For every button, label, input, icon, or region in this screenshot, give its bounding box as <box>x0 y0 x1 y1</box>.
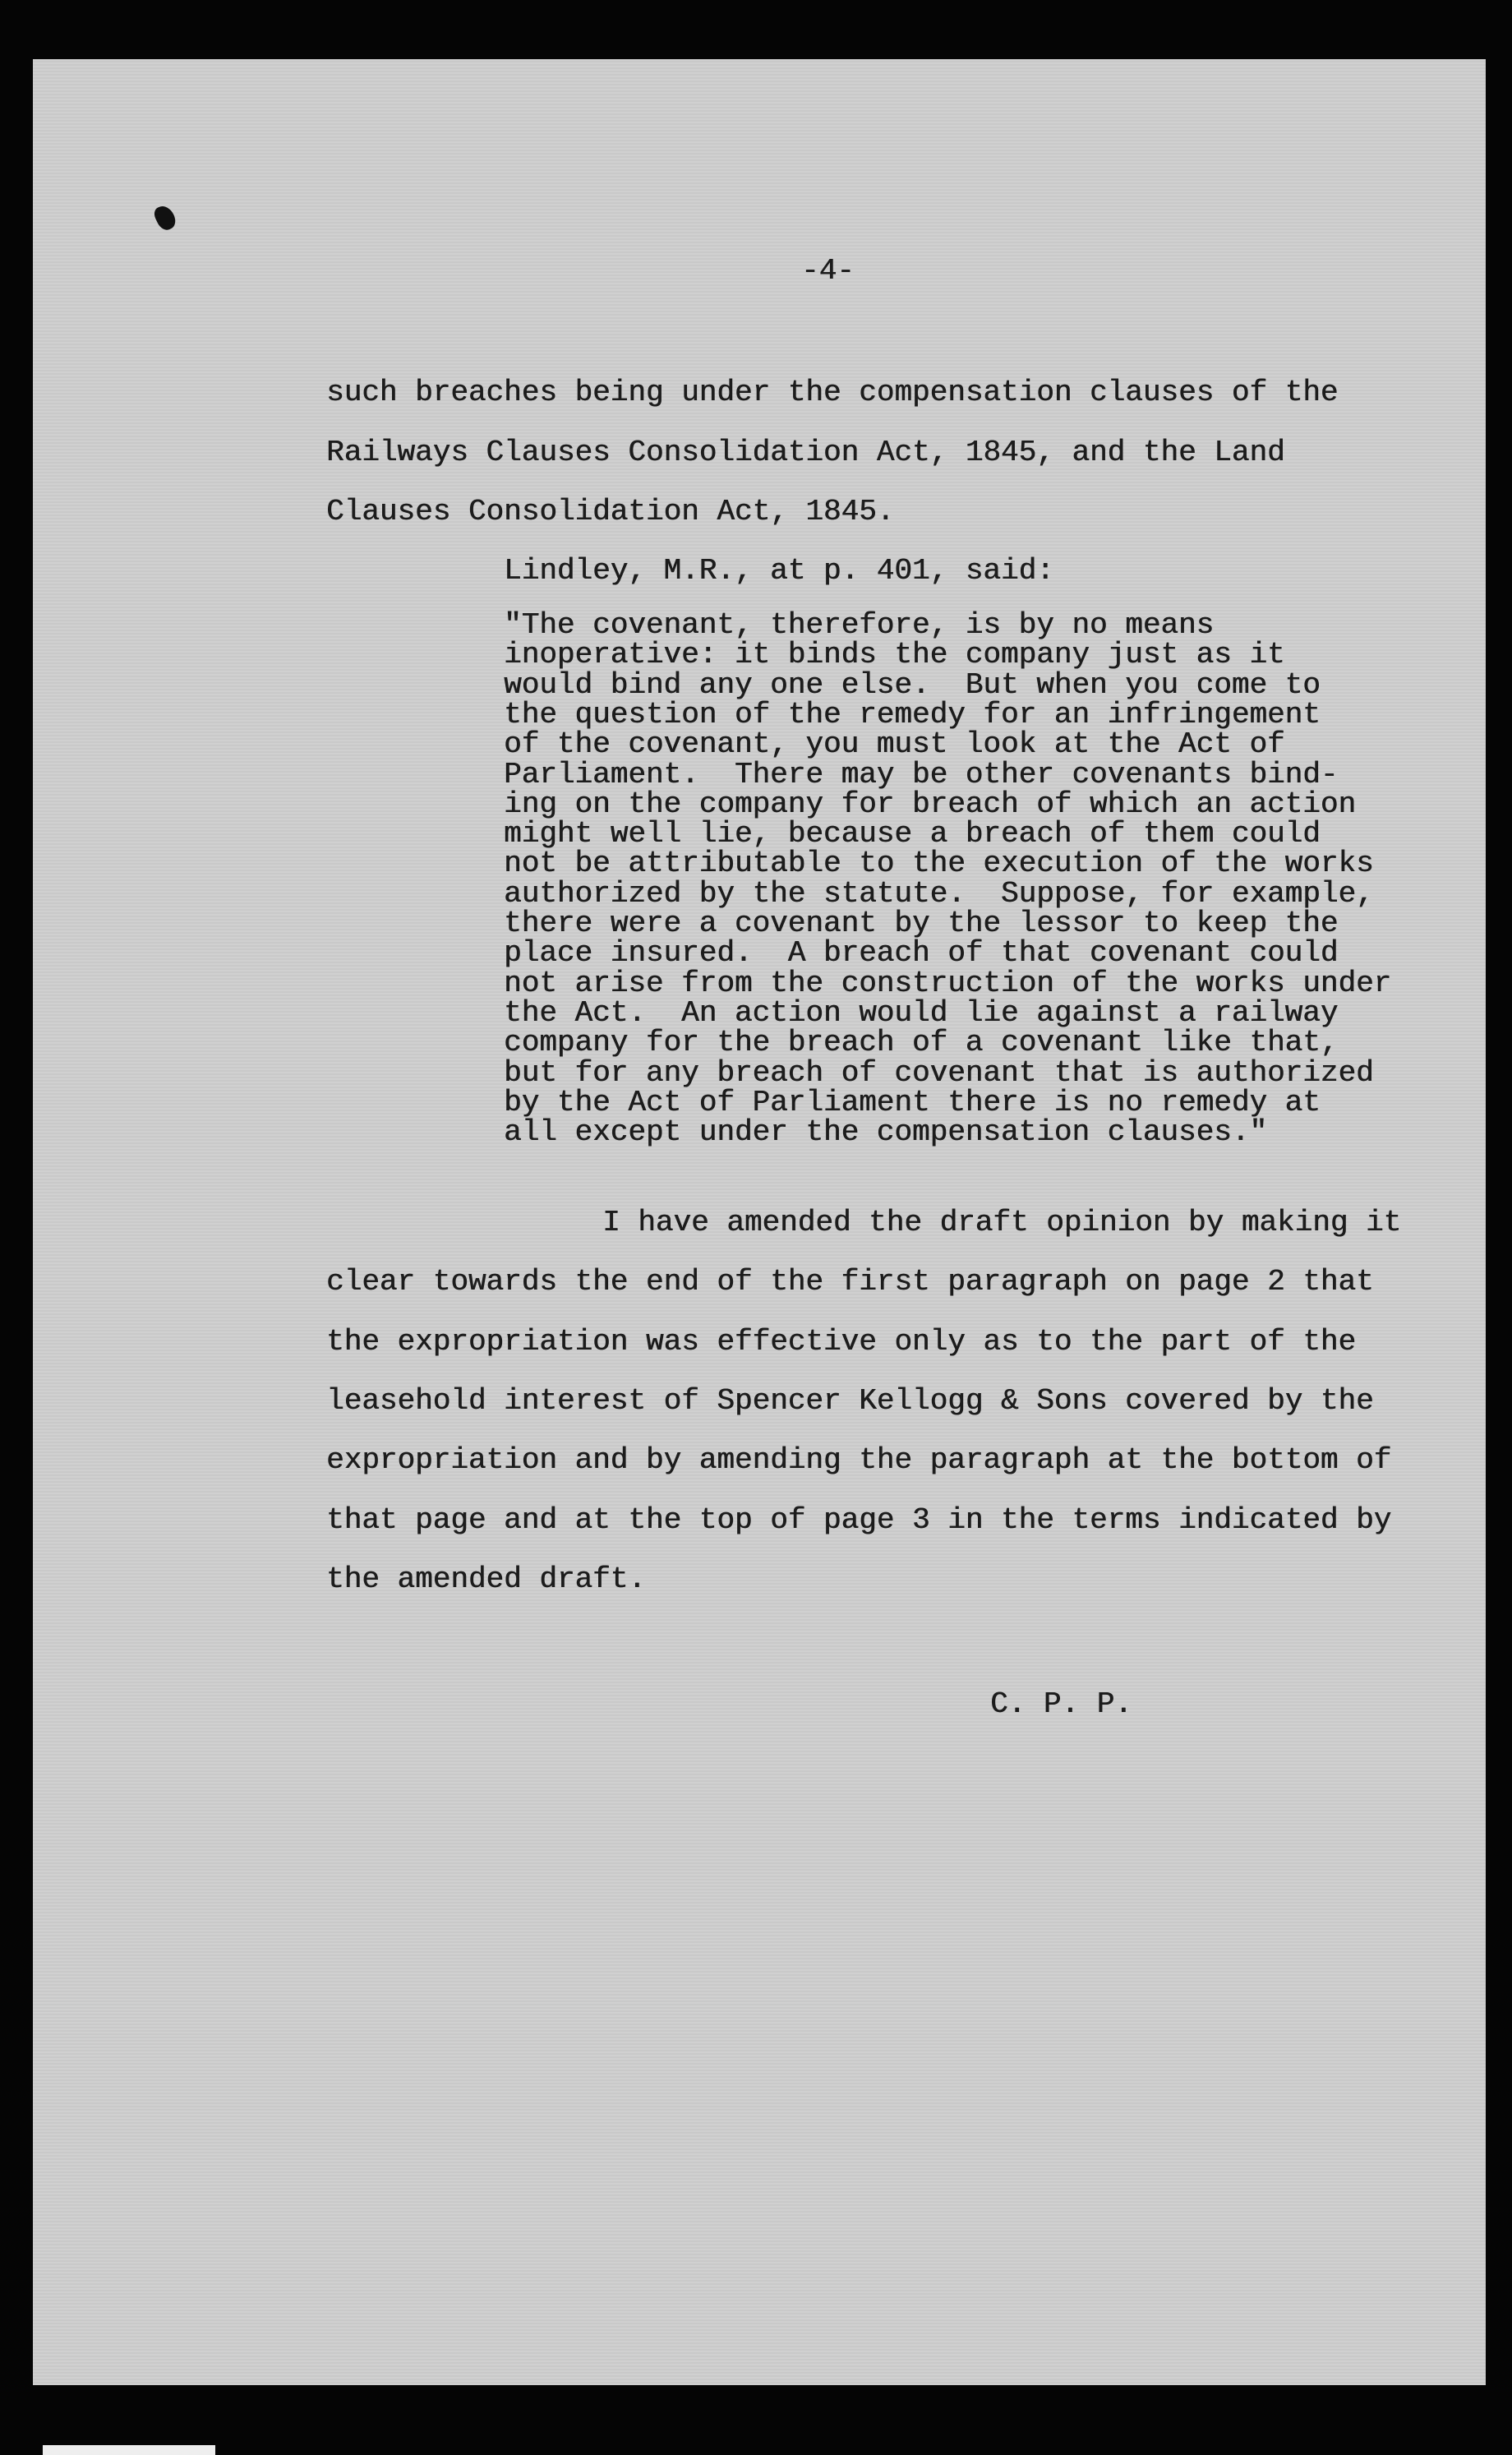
text-line: there were a covenant by the lessor to keep the <box>504 907 1339 940</box>
text-line: would bind any one else. But when you come to <box>504 667 1321 702</box>
text-line: authorized by the statute. Suppose, for example, <box>504 876 1374 911</box>
text-line: the expropriation was effective only as to the part of the <box>326 1324 1357 1359</box>
text-line: expropriation and by amending the paragraph at the bottom of <box>326 1443 1392 1478</box>
text-line: the amended draft. <box>326 1562 646 1596</box>
signature-initials: C. P. P. <box>990 1687 1132 1721</box>
text-line: the Act. An action would lie against a railway <box>504 995 1339 1030</box>
text-line: leasehold interest of Spencer Kellogg & Sons covered by the <box>326 1383 1374 1418</box>
text-line: might well lie, because a breach of them could <box>504 817 1321 851</box>
text-line: not arise from the construction of the works under <box>504 966 1392 1000</box>
text-line: by the Act of Parliament there is no remedy at <box>504 1085 1321 1119</box>
text-line: Clauses Consolidation Act, 1845. <box>326 495 895 528</box>
text-line: "The covenant, therefore, is by no means <box>504 608 1215 642</box>
film-strip-edge <box>43 2445 215 2455</box>
text-line: ing on the company for breach of which an action <box>504 787 1356 821</box>
text-line: but for any breach of covenant that is authorized <box>504 1055 1374 1090</box>
text-line: company for the breach of a covenant like that, <box>504 1026 1339 1060</box>
text-line: inoperative: it binds the company just as it <box>504 638 1285 672</box>
text-line: such breaches being under the compensation clauses of the <box>326 376 1339 409</box>
text-line: I have amended the draft opinion by making it <box>602 1206 1402 1239</box>
text-line: all except under the compensation clauses." <box>504 1115 1267 1150</box>
text-line: of the covenant, you must look at the Act of <box>504 727 1285 762</box>
text-line: the question of the remedy for an infringement <box>504 697 1321 731</box>
text-line: not be attributable to the execution of the works <box>504 847 1374 881</box>
text-line: clear towards the end of the first paragraph on page 2 that <box>326 1265 1374 1299</box>
text-line: Parliament. There may be other covenants bind- <box>504 757 1339 791</box>
citation-line: Lindley, M.R., at p. 401, said: <box>504 554 1054 588</box>
page-number: -4- <box>801 254 855 288</box>
text-line: that page and at the top of page 3 in the terms indicated by <box>326 1502 1392 1537</box>
text-line: Railways Clauses Consolidation Act, 1845, and the Land <box>326 435 1285 469</box>
text-line: place insured. A breach of that covenant could <box>504 936 1339 971</box>
